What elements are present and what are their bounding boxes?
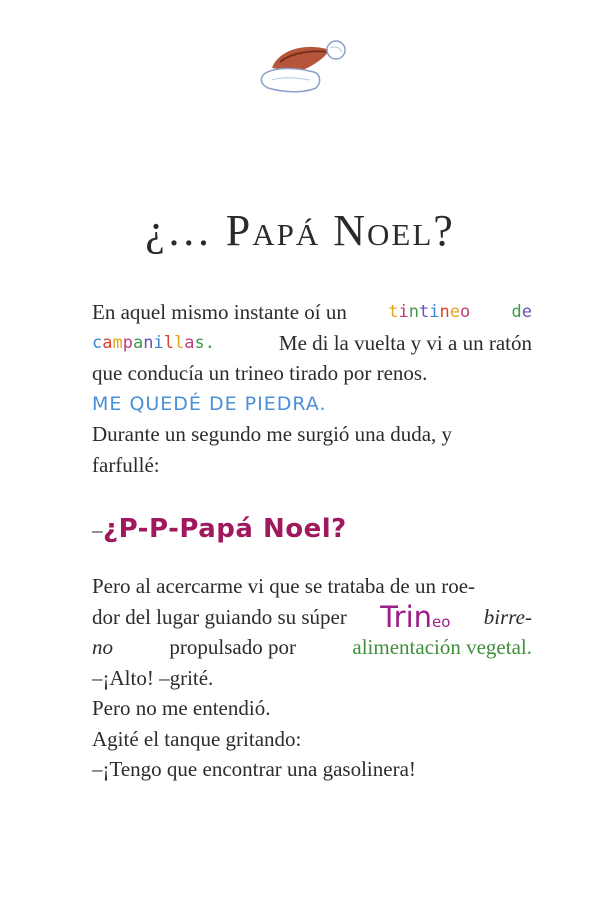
text-segment: no	[92, 635, 113, 659]
colored-letter: c	[92, 332, 103, 353]
trineo-small: eo	[432, 612, 451, 631]
text-line: Agité el tanque gritando:	[92, 726, 302, 751]
colored-letter: m	[112, 332, 123, 353]
colored-letter: e	[449, 302, 460, 322]
page-title: ¿… Papá Noel?	[145, 206, 455, 255]
text-line: –¡Tengo que encontrar una gasolinera!	[92, 757, 416, 781]
colored-letter: n	[143, 332, 154, 353]
text-segment: dor del lugar guiando su súper	[92, 604, 347, 629]
trineo-big: Trin	[380, 599, 433, 634]
exclamation-text: ¿P-P-Papá Noel?	[103, 514, 347, 544]
colored-letter: a	[133, 332, 144, 353]
santa-hat-icon	[258, 28, 350, 98]
colored-letter: i	[153, 332, 164, 353]
papa-noel-exclamation	[92, 514, 347, 544]
text-line: Durante un segundo me surgió una duda, y	[92, 422, 453, 446]
colored-letter: i	[398, 302, 409, 322]
paragraph-1	[92, 297, 532, 480]
colored-letter: t	[418, 302, 430, 322]
colored-letter: i	[429, 302, 440, 322]
colored-letter: l	[174, 332, 185, 353]
colored-letter: t	[388, 302, 399, 322]
tintineo-colored-word	[388, 297, 470, 328]
alimentacion-vegetal: alimentación vegetal.	[352, 635, 532, 659]
colored-letter: n	[439, 302, 450, 322]
text-segment: propulsado por	[169, 635, 296, 659]
text-line	[92, 599, 532, 634]
colored-letter: a	[184, 332, 195, 353]
text-line: Pero no me entendió.	[92, 696, 271, 720]
text-line: Pero al acercarme vi que se trataba de un roe-	[92, 574, 476, 598]
colored-letter: .	[204, 332, 215, 353]
dash: –	[92, 518, 103, 542]
text-line: farfullé:	[92, 452, 160, 477]
colored-letter: s	[194, 332, 205, 353]
text-segment: Me di la vuelta y vi a un ratón	[278, 330, 532, 355]
paragraph-2	[92, 571, 532, 785]
trineo-word	[380, 599, 451, 634]
me-quede-de-piedra: ME QUEDÉ DE PIEDRA.	[92, 392, 327, 415]
text-line: que conducía un trineo tirado por renos.	[92, 361, 428, 385]
colored-letter: e	[521, 302, 532, 322]
colored-letter: a	[102, 332, 113, 353]
text-segment: birre-	[483, 604, 532, 629]
campanillas-colored-word	[92, 328, 215, 359]
colored-letter: l	[163, 332, 174, 353]
colored-letter: n	[408, 302, 419, 322]
text-line	[92, 297, 532, 328]
de-colored-word	[511, 297, 532, 328]
colored-letter: o	[459, 302, 471, 322]
text-line	[92, 632, 532, 663]
text-line	[92, 328, 532, 359]
colored-letter: d	[511, 302, 522, 322]
colored-letter: p	[122, 332, 133, 353]
text-line: –¡Alto! –grité.	[92, 665, 214, 690]
text-segment: En aquel mismo instante oí un	[92, 300, 347, 324]
